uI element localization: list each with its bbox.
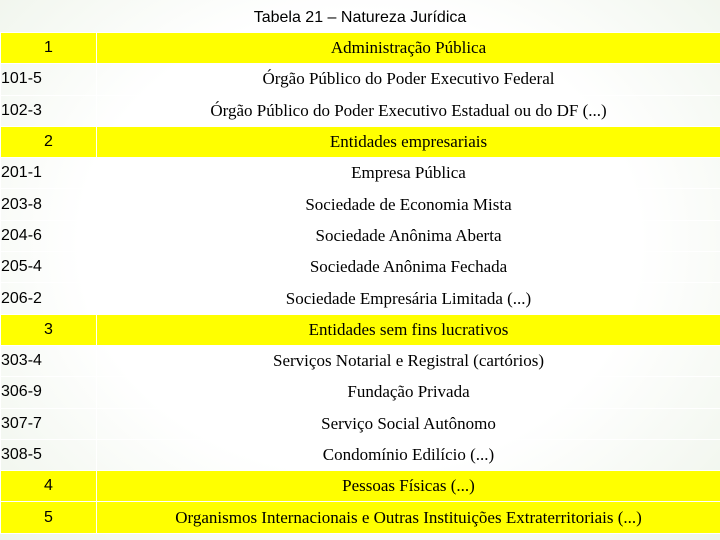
description-cell: Pessoas Físicas (...)	[97, 471, 720, 502]
description-cell: Sociedade de Economia Mista	[97, 189, 720, 220]
code-cell: 206-2	[1, 283, 97, 314]
code-cell: 201-1	[1, 158, 97, 189]
code-cell: 308-5	[1, 439, 97, 470]
code-cell: 101-5	[1, 64, 97, 95]
table-row-group	[1, 126, 720, 157]
description-cell: Fundação Privada	[97, 377, 720, 408]
code-cell: 204-6	[1, 220, 97, 251]
table-row-group	[1, 502, 720, 533]
table-row-group	[1, 314, 720, 345]
table-row	[1, 220, 720, 251]
table-row	[1, 158, 720, 189]
description-cell: Entidades sem fins lucrativos	[97, 314, 720, 345]
table-row	[1, 252, 720, 283]
description-cell: Administração Pública	[97, 33, 720, 64]
description-cell: Entidades empresariais	[97, 126, 720, 157]
code-cell: 5	[1, 502, 97, 533]
code-cell: 205-4	[1, 252, 97, 283]
code-cell: 1	[1, 33, 97, 64]
description-cell: Serviços Notarial e Registral (cartórios)	[97, 345, 720, 376]
code-cell: 4	[1, 471, 97, 502]
table-row-group	[1, 33, 720, 64]
table-row	[1, 95, 720, 126]
table-row	[1, 377, 720, 408]
natureza-juridica-table	[0, 32, 720, 534]
code-cell: 102-3	[1, 95, 97, 126]
code-cell: 3	[1, 314, 97, 345]
code-cell: 2	[1, 126, 97, 157]
code-cell: 203-8	[1, 189, 97, 220]
description-cell: Sociedade Anônima Aberta	[97, 220, 720, 251]
description-cell: Órgão Público do Poder Executivo Estadual ou do DF (...)	[97, 95, 720, 126]
code-cell: 306-9	[1, 377, 97, 408]
code-cell: 303-4	[1, 345, 97, 376]
table-row	[1, 283, 720, 314]
table-row	[1, 64, 720, 95]
table-row	[1, 408, 720, 439]
table-row	[1, 189, 720, 220]
description-cell: Serviço Social Autônomo	[97, 408, 720, 439]
table-row-group	[1, 471, 720, 502]
description-cell: Sociedade Empresária Limitada (...)	[97, 283, 720, 314]
description-cell: Condomínio Edilício (...)	[97, 439, 720, 470]
table-row	[1, 439, 720, 470]
description-cell: Empresa Pública	[97, 158, 720, 189]
table-title: Tabela 21 – Natureza Jurídica	[253, 9, 467, 26]
description-cell: Organismos Internacionais e Outras Instituições Extraterritoriais (...)	[97, 502, 720, 533]
code-cell: 307-7	[1, 408, 97, 439]
description-cell: Órgão Público do Poder Executivo Federal	[97, 64, 720, 95]
table-row	[1, 345, 720, 376]
description-cell: Sociedade Anônima Fechada	[97, 252, 720, 283]
